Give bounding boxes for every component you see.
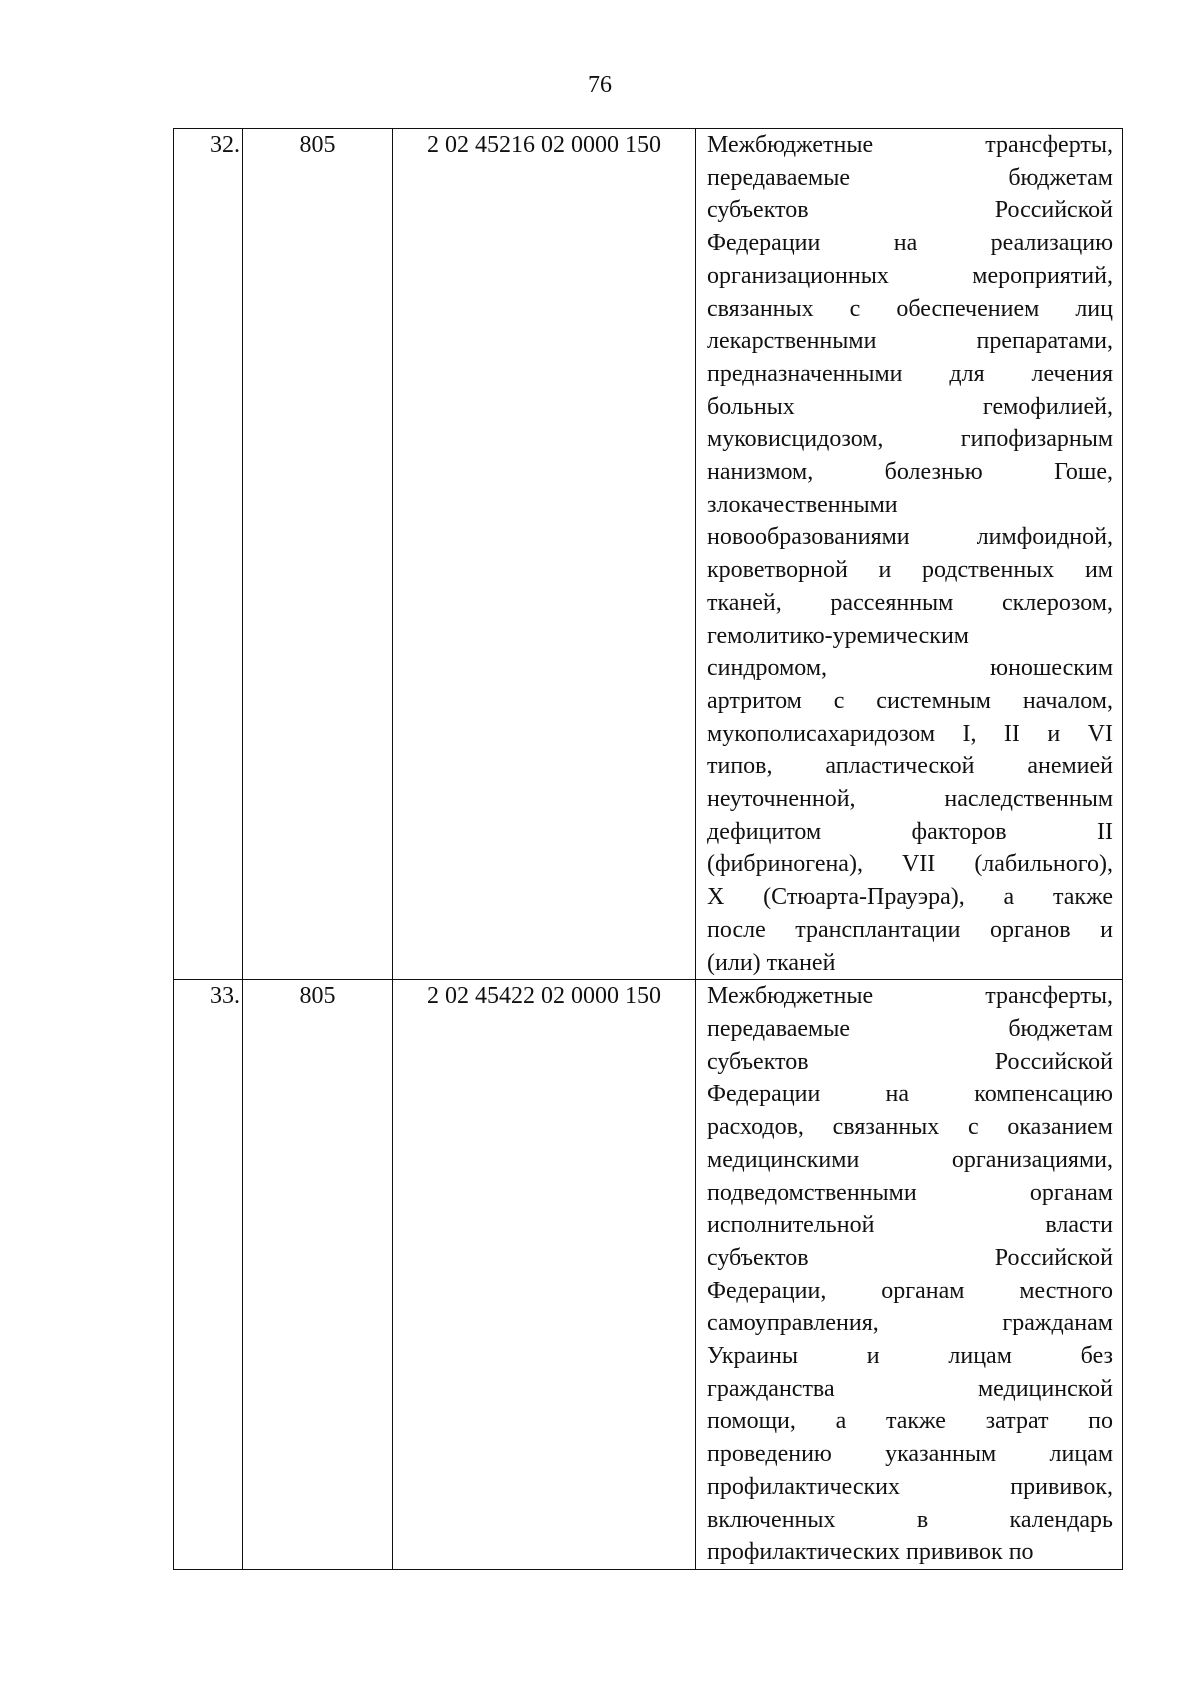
text-line: профилактических прививок по: [707, 1539, 1034, 1566]
text-line: (фибриногена), VII (лабильного),: [707, 851, 1113, 878]
text-line: предназначенными для лечения: [707, 360, 1113, 387]
text-line: самоуправления, гражданам: [707, 1310, 1113, 1337]
text-line: субъектов Российской: [707, 1244, 1113, 1271]
text-line: муковисцидозом, гипофизарным: [707, 426, 1113, 453]
text-line: кроветворной и родственных им: [707, 557, 1113, 584]
text-line: Федерации на компенсацию: [707, 1081, 1113, 1108]
text-line: передаваемые бюджетам: [707, 164, 1113, 191]
text-line: Федерации на реализацию: [707, 230, 1113, 257]
table-row: [174, 129, 1123, 980]
text-line: гемолитико-уремическим: [707, 622, 969, 649]
table-row: [174, 980, 1123, 1570]
text-line: лекарственными препаратами,: [707, 328, 1113, 355]
budget-table: [173, 128, 1123, 1570]
text-line: включенных в календарь: [707, 1506, 1113, 1533]
text-line: связанных с обеспечением лиц: [707, 295, 1113, 322]
page-number: 76: [588, 72, 612, 98]
text-line: артритом с системным началом,: [707, 687, 1113, 714]
text-line: гражданства медицинской: [707, 1375, 1113, 1402]
text-line: новообразованиями лимфоидной,: [707, 524, 1113, 551]
text-line: субъектов Российской: [707, 197, 1113, 224]
row-number-cell: 33.: [174, 980, 243, 1570]
text-line: синдромом, юношеским: [707, 655, 1113, 682]
text-line: подведомственными органам: [707, 1179, 1113, 1206]
text-line: Межбюджетные трансферты,: [707, 132, 1113, 158]
text-line: дефицитом факторов II: [707, 818, 1113, 845]
budget-code-cell: 2 02 45216 02 0000 150: [393, 129, 696, 980]
text-line: медицинскими организациями,: [707, 1146, 1113, 1173]
row-number-cell: 32.: [174, 129, 243, 980]
text-line: Украины и лицам без: [707, 1343, 1113, 1370]
income-name-cell: [696, 129, 1123, 980]
budget-code-cell: 2 02 45422 02 0000 150: [393, 980, 696, 1570]
text-line: Межбюджетные трансферты,: [707, 983, 1113, 1010]
text-line: профилактических прививок,: [707, 1473, 1113, 1500]
text-line: организационных мероприятий,: [707, 262, 1113, 289]
text-line: мукополисахаридозом I, II и VI: [707, 720, 1113, 747]
text-line: помощи, а также затрат по: [707, 1408, 1113, 1435]
text-line: субъектов Российской: [707, 1048, 1113, 1075]
text-line: (или) тканей: [707, 949, 836, 976]
text-line: передаваемые бюджетам: [707, 1015, 1113, 1042]
text-line: неуточненной, наследственным: [707, 786, 1113, 813]
income-name-cell: [696, 980, 1123, 1570]
text-line: тканей, рассеянным склерозом,: [707, 589, 1113, 616]
text-line: проведению указанным лицам: [707, 1441, 1113, 1468]
text-line: злокачественными: [707, 491, 898, 518]
admin-code-cell: 805: [243, 129, 393, 980]
text-line: исполнительной власти: [707, 1212, 1113, 1239]
text-line: нанизмом, болезнью Гоше,: [707, 459, 1113, 486]
text-line: после трансплантации органов и: [707, 916, 1113, 943]
text-line: Федерации, органам местного: [707, 1277, 1113, 1304]
text-line: X (Стюарта-Прауэра), а также: [707, 884, 1113, 911]
admin-code-cell: 805: [243, 980, 393, 1570]
text-line: расходов, связанных с оказанием: [707, 1114, 1113, 1141]
text-line: типов, апластической анемией: [707, 753, 1113, 780]
text-line: больных гемофилией,: [707, 393, 1113, 420]
